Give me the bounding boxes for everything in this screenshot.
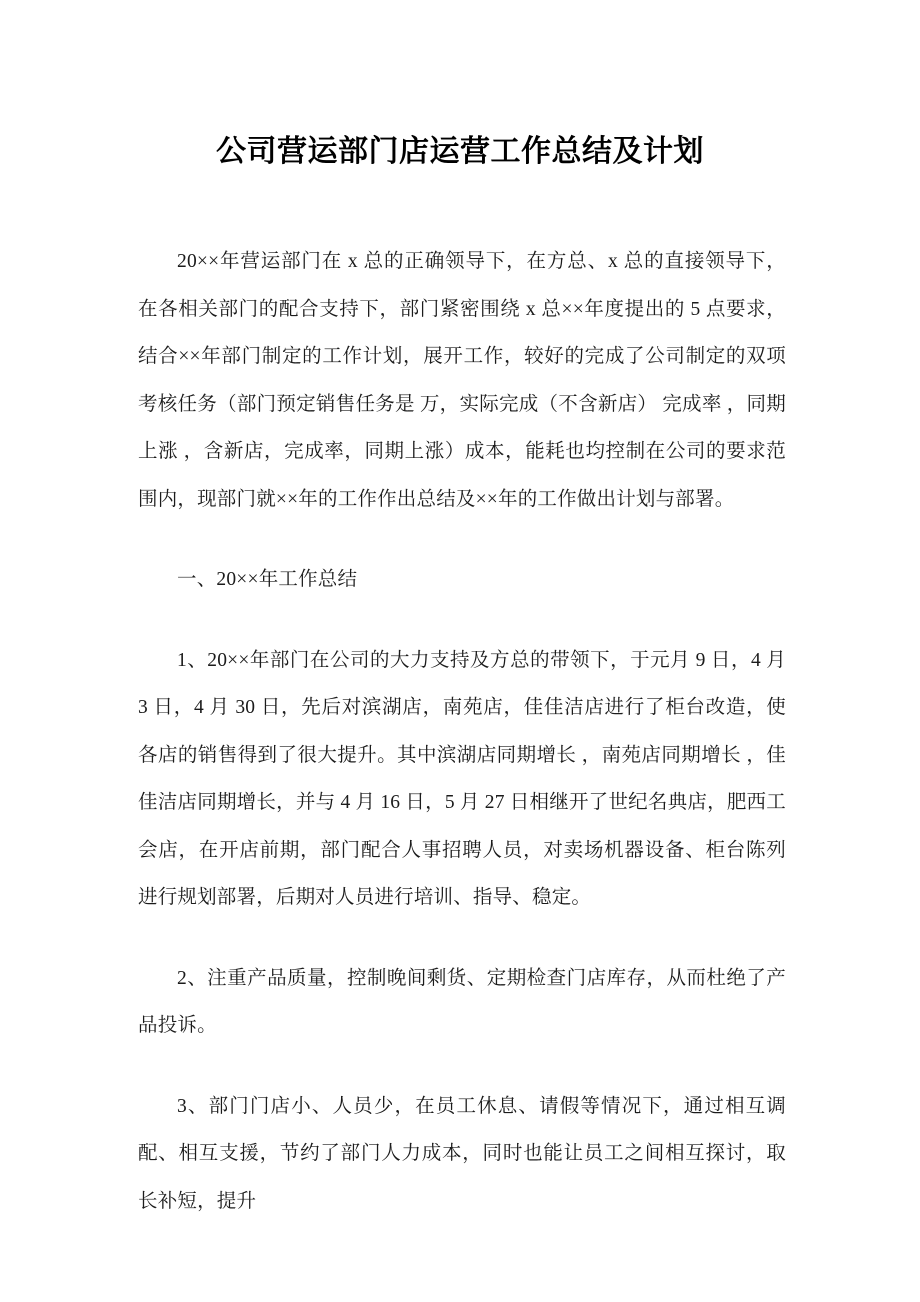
section-heading-work-summary: 一、20××年工作总结 (177, 569, 358, 590)
paragraph-item-3: 3、部门门店小、人员少，在员工休息、请假等情况下，通过相互调配、相互支援，节约了部门人力成本，同时也能让员工之间相互探讨，取长补短，提升 (138, 1095, 786, 1212)
paragraph-item-1: 1、20××年部门在公司的大力支持及方总的带领下，于元月 9 日，4 月 3 日，4 月 30 日，先后对滨湖店，南苑店，佳佳洁店进行了柜台改造，使各店的销售得到了很大提升。其中滨湖店同期增长 ，南苑店同期增长 ，佳佳洁店同期增长，并与 4 月 16 日，5 月 27 日相继开了世纪名典店，肥西工会店，在开店前期，部门配合人事招聘人员，对卖场机器设备、柜台陈列进行规划部署，后期对人员进行培训、指导、稳定。 (138, 649, 786, 908)
paragraph-item-2: 2、注重产品质量，控制晚间剩货、定期检查门店库存，从而杜绝了产品投诉。 (138, 967, 786, 1036)
document-body (138, 238, 786, 1225)
page-title: 公司营运部门店运营工作总结及计划 (216, 135, 704, 169)
paragraph-intro: 20××年营运部门在 x 总的正确领导下，在方总、x 总的直接领导下，在各相关部门的配合支持下，部门紧密围绕 x 总××年度提出的 5 点要求，结合××年部门制定的工作计划，展开工作，较好的完成了公司制定的双项考核任务（部门预定销售任务是 万，实际完成（不含新店） 完成率 ，同期上涨 ，含新店，完成率，同期上涨）成本，能耗也均控制在公司的要求范围内，现部门就××年的工作作出总结及××年的工作做出计划与部署。 (138, 251, 786, 510)
